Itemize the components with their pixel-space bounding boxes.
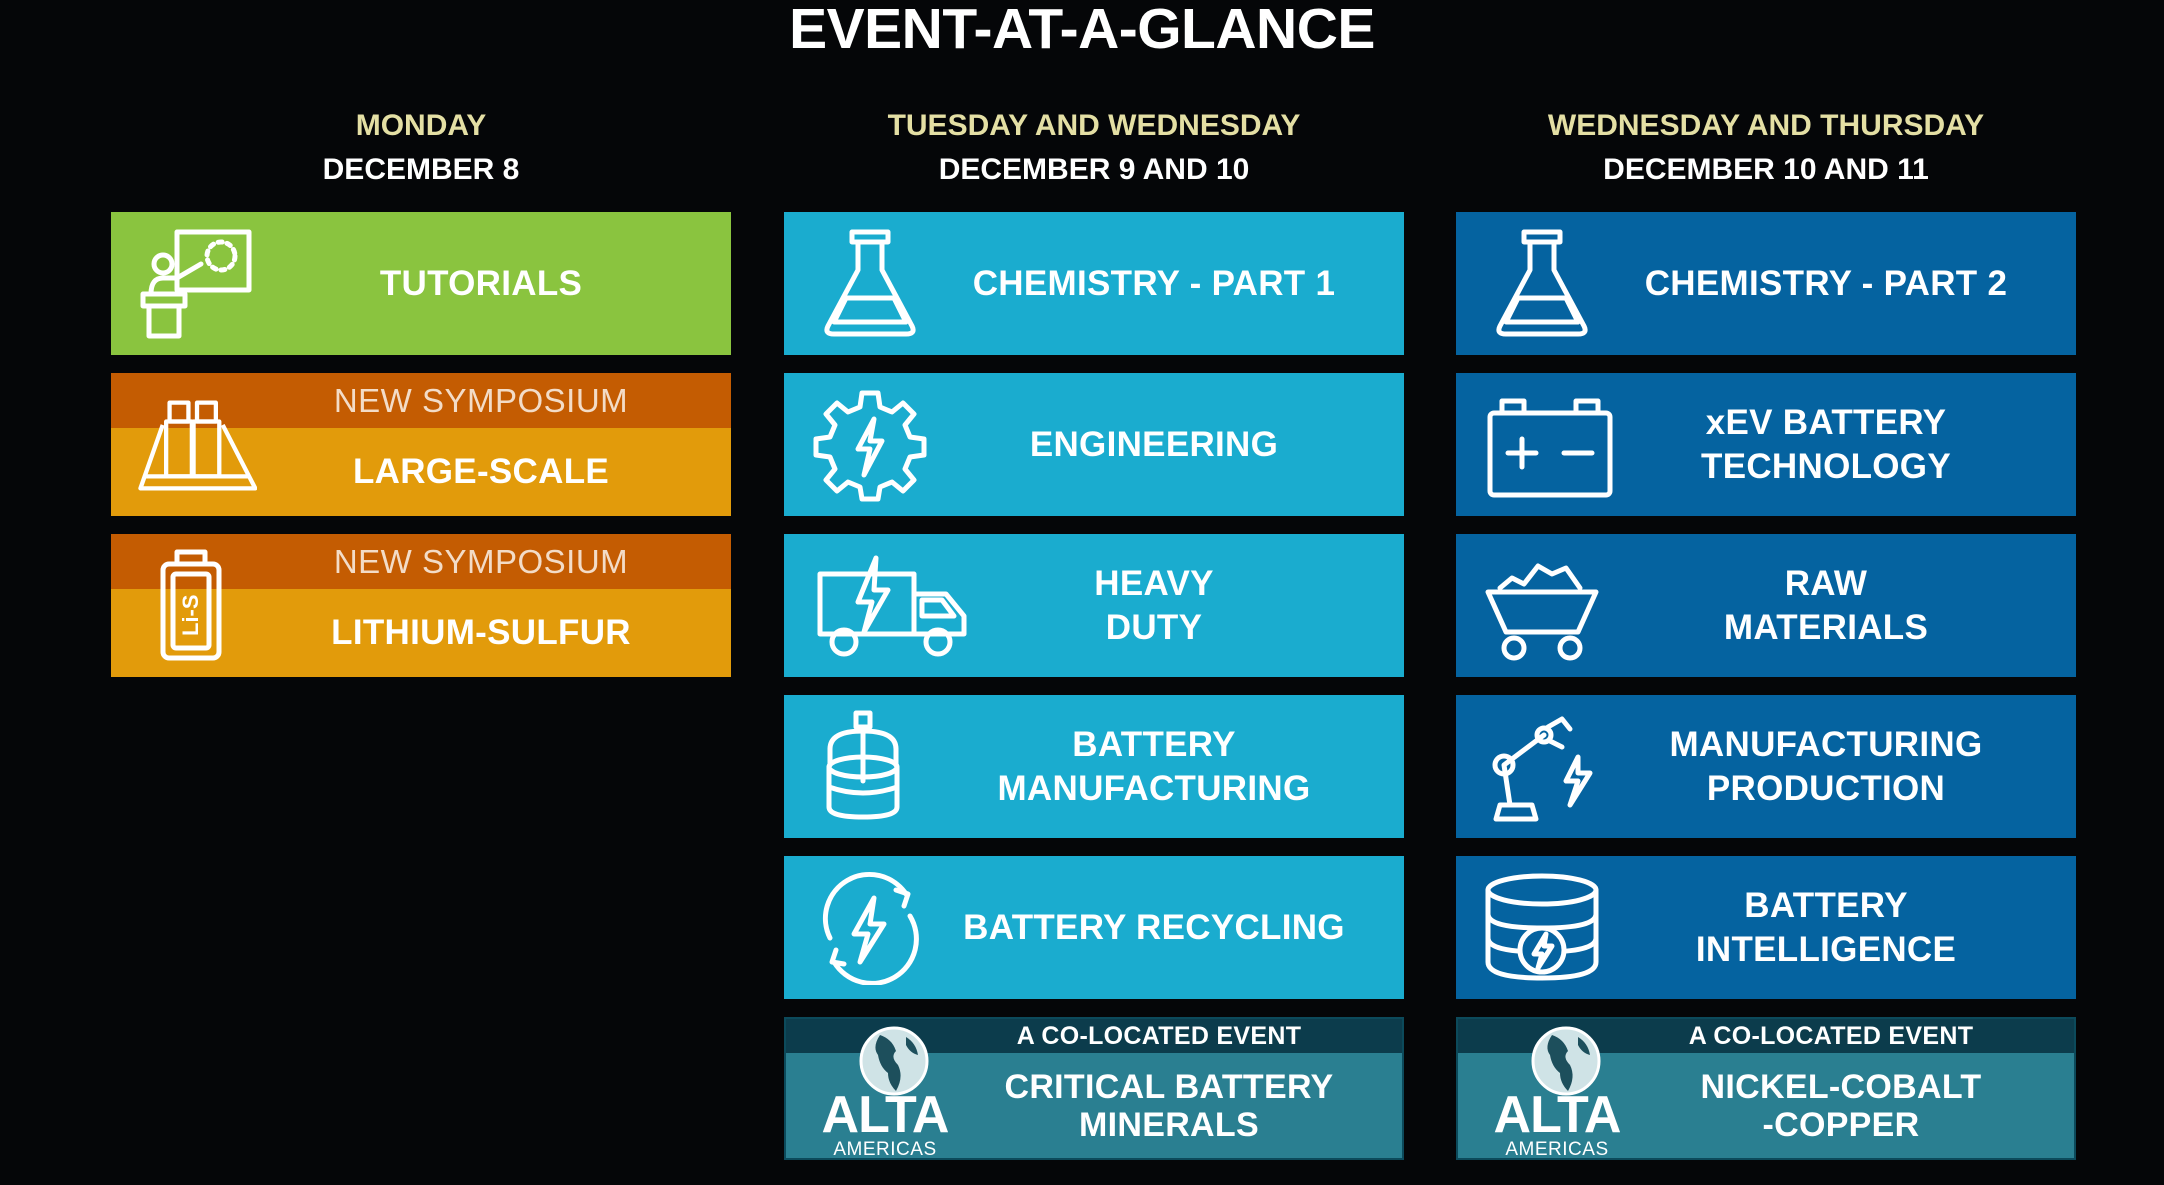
alta-americas-logo xyxy=(1478,1021,1628,1160)
band-text: A CO-LOCATED EVENT xyxy=(1688,1021,1974,1050)
tile-label: BATTERY MANUFACTURING xyxy=(997,724,1311,808)
tile-label: LARGE-SCALE xyxy=(352,452,610,491)
tile-label: NICKEL-COBALT -COPPER xyxy=(1700,1067,1982,1144)
logo-sub: AMERICAS xyxy=(1505,1139,1609,1160)
tile-lithium-sulfur[interactable] xyxy=(111,534,731,677)
day-date: DECEMBER 8 xyxy=(322,153,520,186)
tile-engineering[interactable] xyxy=(784,373,1404,516)
band-text: A CO-LOCATED EVENT xyxy=(1016,1021,1302,1050)
logo-word: ALTA xyxy=(1493,1086,1621,1144)
logo-sub: AMERICAS xyxy=(833,1139,937,1160)
tile-tutorials[interactable] xyxy=(111,212,731,355)
robot-gripper-icon xyxy=(810,709,930,824)
tile-label: CHEMISTRY - PART 2 xyxy=(1644,263,2008,303)
tile-battery-recycling[interactable] xyxy=(784,856,1404,999)
column-tuesday-wednesday xyxy=(784,104,1404,1160)
flask-icon xyxy=(1482,226,1602,341)
battery-stack-icon xyxy=(137,391,257,506)
tile-label: MANUFACTURING PRODUCTION xyxy=(1669,724,1983,808)
tile-battery-manufacturing[interactable] xyxy=(784,695,1404,838)
day-header xyxy=(784,104,1404,212)
tile-label: ENGINEERING xyxy=(1029,424,1279,464)
gear-bolt-icon xyxy=(810,387,930,502)
tile-label: xEV BATTERY TECHNOLOGY xyxy=(1701,402,1951,486)
tile-nickel-cobalt-copper[interactable] xyxy=(1456,1017,2076,1160)
tile-label: CHEMISTRY - PART 1 xyxy=(972,263,1336,303)
li-s-battery-icon xyxy=(151,548,231,663)
tile-manufacturing-production[interactable] xyxy=(1456,695,2076,838)
tile-label: BATTERY RECYCLING xyxy=(963,907,1345,947)
day-name: TUESDAY AND WEDNESDAY xyxy=(887,109,1301,142)
tile-label: HEAVY DUTY xyxy=(1094,563,1214,647)
day-header xyxy=(1456,104,2076,212)
recycle-bolt-icon xyxy=(810,870,930,985)
day-date: DECEMBER 10 AND 11 xyxy=(1603,153,1929,186)
presenter-icon xyxy=(137,226,257,341)
day-name: WEDNESDAY AND THURSDAY xyxy=(1547,109,1985,142)
flask-icon xyxy=(810,226,930,341)
tile-label: TUTORIALS xyxy=(379,263,583,303)
tile-label: CRITICAL BATTERY MINERALS xyxy=(1004,1067,1334,1144)
tile-chemistry-part-1[interactable] xyxy=(784,212,1404,355)
day-header xyxy=(111,104,731,212)
tile-heavy-duty[interactable] xyxy=(784,534,1404,677)
tile-label: RAW MATERIALS xyxy=(1723,563,1929,647)
band-text: NEW SYMPOSIUM xyxy=(333,381,629,419)
day-name: MONDAY xyxy=(355,109,487,142)
tile-xev-battery-technology[interactable] xyxy=(1456,373,2076,516)
tile-chemistry-part-2[interactable] xyxy=(1456,212,2076,355)
column-monday xyxy=(111,104,731,652)
page-title: EVENT-AT-A-GLANCE xyxy=(789,0,1375,61)
mine-cart-icon xyxy=(1482,548,1602,663)
tile-large-scale[interactable] xyxy=(111,373,731,516)
li-s-text: Li-S xyxy=(178,594,203,636)
robot-arm-icon xyxy=(1482,709,1602,824)
database-bolt-icon xyxy=(1482,870,1602,985)
column-wednesday-thursday xyxy=(1456,104,2076,1160)
tile-label: LITHIUM-SULFUR xyxy=(331,613,631,652)
band-text: NEW SYMPOSIUM xyxy=(333,542,629,580)
tile-battery-intelligence[interactable] xyxy=(1456,856,2076,999)
logo-word: ALTA xyxy=(821,1086,949,1144)
alta-americas-logo xyxy=(806,1021,956,1160)
tile-label: BATTERY INTELLIGENCE xyxy=(1695,885,1957,969)
day-date: DECEMBER 9 AND 10 xyxy=(938,153,1250,186)
tile-raw-materials[interactable] xyxy=(1456,534,2076,677)
tile-critical-battery-minerals[interactable] xyxy=(784,1017,1404,1160)
